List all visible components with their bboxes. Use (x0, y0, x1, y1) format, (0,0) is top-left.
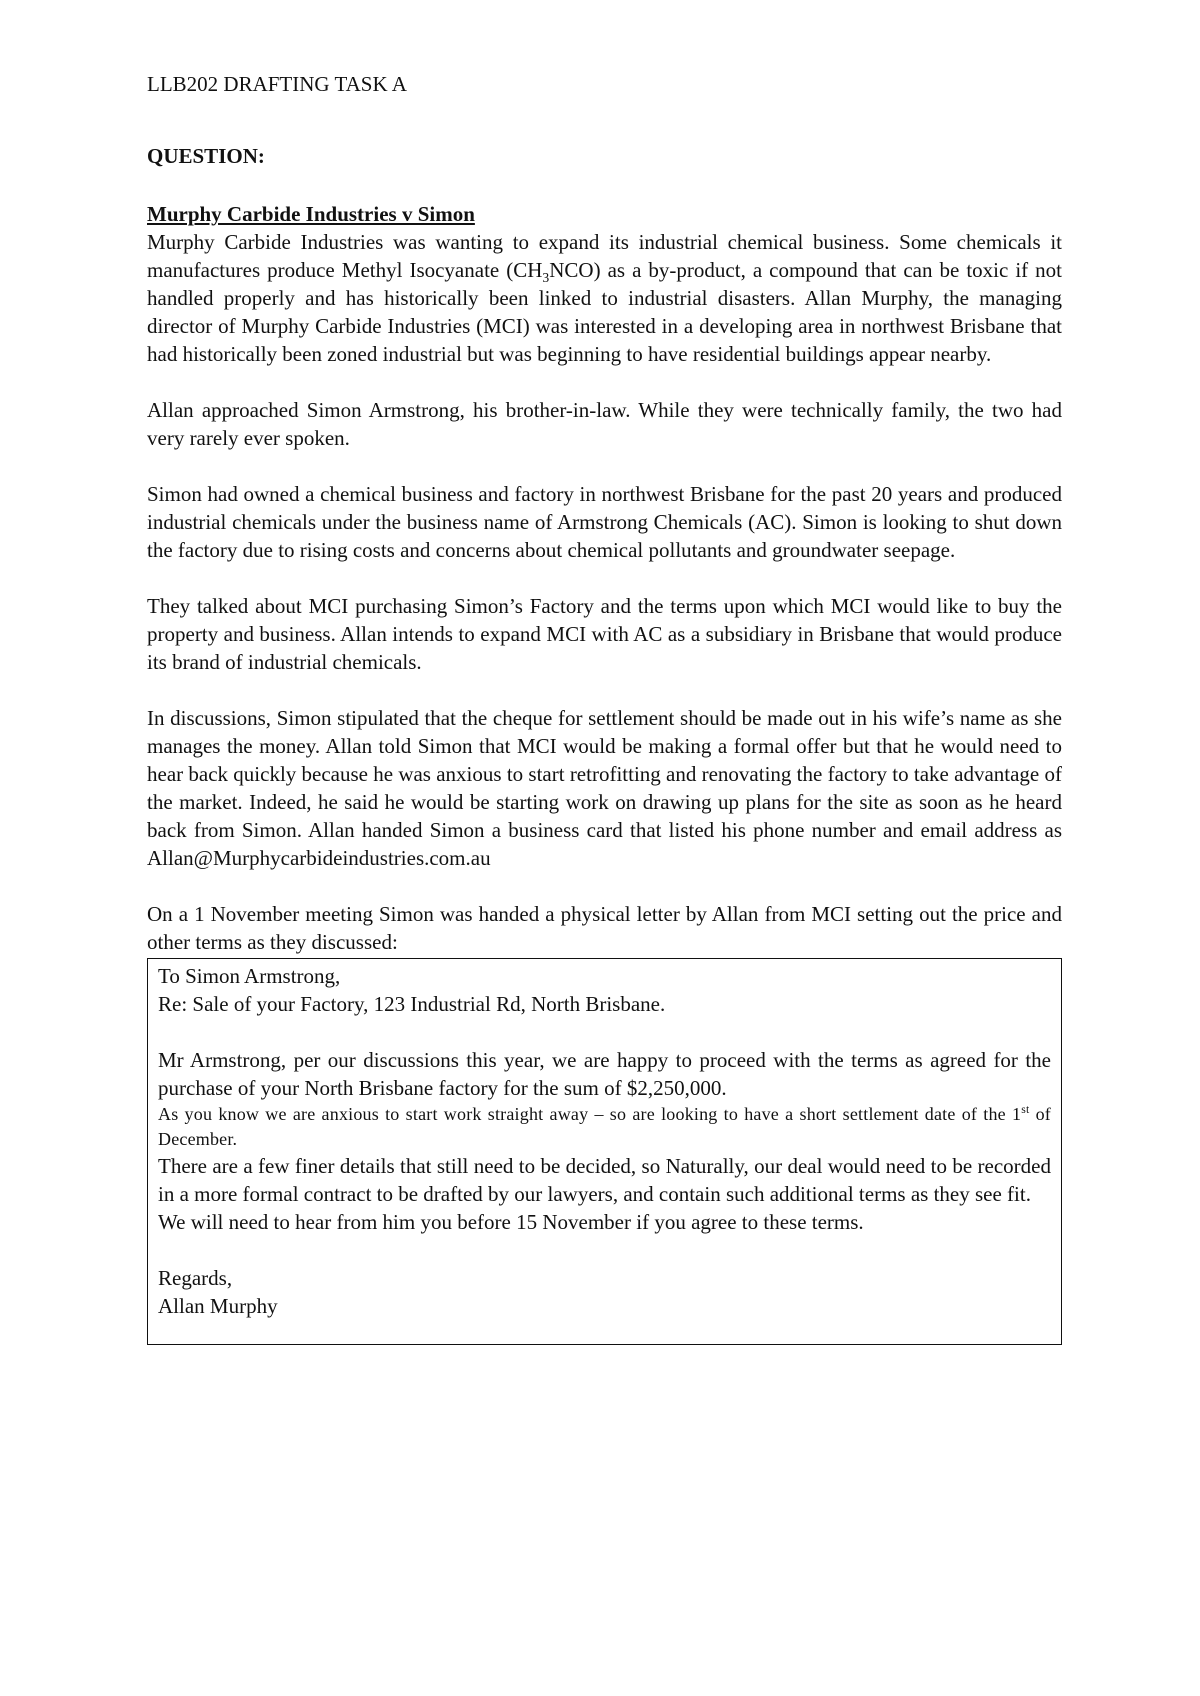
letter-spacer (158, 1018, 1051, 1046)
letter-body-price: Mr Armstrong, per our discussions this year, we are happy to proceed with the terms as agreed for the purchase of your North Brisbane factory for the sum of $2,250,000. (158, 1048, 1051, 1100)
paragraph-approach: Allan approached Simon Armstrong, his brother-in-law. While they were technically family, the two had very rarely ever spoken. (147, 398, 1062, 450)
formula-subscript: 3 (542, 270, 550, 286)
document-header: LLB202 DRAFTING TASK A (147, 72, 407, 96)
ordinal-superscript: st (1021, 1103, 1030, 1116)
case-title: Murphy Carbide Industries v Simon (147, 202, 475, 226)
letter-closing: Regards, (158, 1266, 233, 1290)
document-page (147, 70, 1062, 1345)
letter-signature: Allan Murphy (158, 1294, 278, 1318)
letter-body-contract: There are a few finer details that still need to be decided, so Naturally, our deal would need to be recorded in a more formal contract to be drafted by our lawyers, and contain such additional terms as they see fit. (158, 1154, 1051, 1206)
paragraph-intro-text-a: Murphy Carbide Industries was wanting to expand its industrial chemical business. Some chemicals it manufactures produce Methyl Isocyanate (CH (147, 230, 1062, 282)
paragraph-intro-text-b: NCO) as a by-product, a compound that can be toxic if not handled properly and has historically been linked to industrial disasters. Allan Murphy, the managing director of Murphy Carbide Industries (MCI) was interested in a developing area in northwest Brisbane that had historically been zoned industrial but was beginning to have residential buildings appear nearby. (147, 258, 1063, 366)
letter-addressee: To Simon Armstrong, (158, 964, 341, 988)
paragraph-purchase-talks: They talked about MCI purchasing Simon’s Factory and the terms upon which MCI would like to buy the property and business. Allan intends to expand MCI with AC as a subsidiary in Brisbane that would produce its brand of industrial chemicals. (147, 594, 1062, 674)
paragraph-meeting: On a 1 November meeting Simon was handed a physical letter by Allan from MCI setting out the price and other terms as they discussed: (147, 902, 1062, 954)
letter-spacer (158, 1236, 1051, 1264)
paragraph-simon-business: Simon had owned a chemical business and factory in northwest Brisbane for the past 20 years and produced industrial chemicals under the business name of Armstrong Chemicals (AC). Simon is looking to shut down the factory due to rising costs and concerns about chemical pollutants and groundwater seepage. (147, 482, 1062, 562)
letter-settlement-text-a: As you know we are anxious to start work straight away – so are looking to have a short settlement date of the 1 (158, 1104, 1022, 1124)
letter-settlement-text-b: of December. (158, 1104, 1051, 1149)
letter-body-settlement (158, 1102, 1051, 1152)
question-heading: QUESTION: (147, 144, 265, 168)
paragraph-discussions: In discussions, Simon stipulated that the cheque for settlement should be made out in his wife’s name as she manages the money. Allan told Simon that MCI would be making a formal offer but that he would need to hear back quickly because he was anxious to start retrofitting and renovating the factory to take advantage of the market. Indeed, he said he would be starting work on drawing up plans for the site as soon as he heard back from Simon. Allan handed Simon a business card that listed his phone number and email address as Allan@Murphycarbideindustries.com.au (147, 706, 1062, 870)
paragraph-intro (147, 228, 1062, 368)
letter-body-deadline: We will need to hear from him you before 15 November if you agree to these terms. (158, 1210, 864, 1234)
letter-subject: Re: Sale of your Factory, 123 Industrial Rd, North Brisbane. (158, 992, 666, 1016)
offer-letter-box (147, 958, 1062, 1345)
